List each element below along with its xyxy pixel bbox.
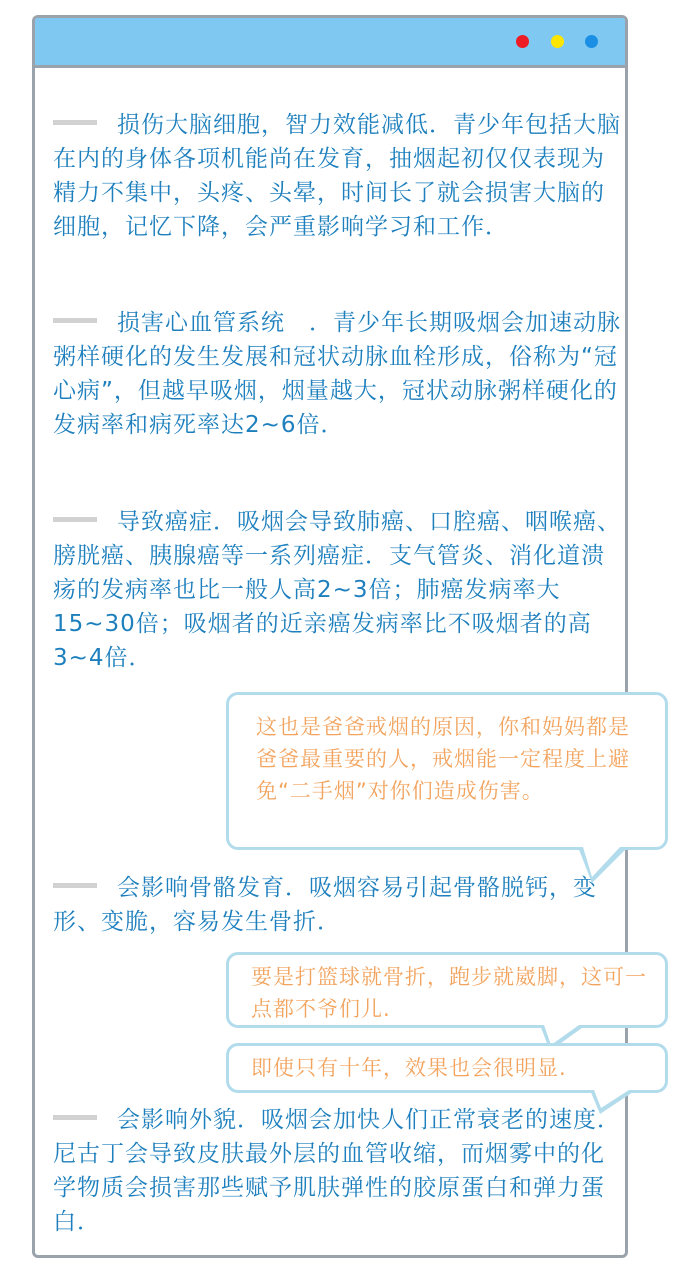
speech-bubble-tail-inner [544, 1025, 579, 1045]
paragraph-appearance: 会影响外貌．吸烟会加快人们正常衰老的速度．尼古丁会导致皮肤最外层的血管收缩，而烟雾中的化学物质会损害那些赋予肌肤弹性的胶原蛋白和弹力蛋白． [53, 1107, 621, 1235]
paragraph-cardio: 损害心血管系统 ．青少年长期吸烟会加速动脉粥样硬化的发生发展和冠状动脉血栓形成，俗称为“冠心病”，但越早吸烟，烟量越大，冠状动脉粥样硬化的发病率和病死率达2~6倍． [53, 310, 621, 438]
maximize-window-icon[interactable] [585, 35, 598, 48]
speech-bubble-tail-inner [594, 1090, 629, 1108]
bullet-dash [53, 120, 97, 125]
minimize-window-icon[interactable] [551, 35, 564, 48]
speech-bubble-bone: 要是打篮球就骨折，跑步就崴脚，这可一点都不爷们儿. [226, 952, 668, 1028]
close-window-icon[interactable] [516, 35, 529, 48]
window-titlebar [35, 18, 625, 68]
paragraph-bone: 会影响骨骼发育．吸烟容易引起骨骼脱钙，变形、变脆，容易发生骨折． [53, 875, 597, 935]
bullet-dash [53, 1115, 97, 1120]
bullet-dash [53, 318, 97, 323]
paragraph-brain: 损伤大脑细胞，智力效能减低．青少年包括大脑在内的身体各项机能尚在发育，抽烟起初仅仅表现为精力不集中，头疼、头晕，时间长了就会损害大脑的细胞，记忆下降，会严重影响学习和工作． [53, 112, 621, 240]
speech-bubble-tail-inner [583, 847, 620, 877]
speech-bubble-quit-smoking: 这也是爸爸戒烟的原因，你和妈妈都是爸爸最重要的人，戒烟能一定程度上避免“二手烟”对你们造成伤害。 [226, 692, 668, 850]
speech-bubble-ten-years: 即使只有十年，效果也会很明显. [226, 1043, 668, 1093]
paragraph-cancer: 导致癌症．吸烟会导致肺癌、口腔癌、咽喉癌、膀胱癌、胰腺癌等一系列癌症．支气管炎、消化道溃疡的发病率也比一般人高2~3倍；肺癌发病率大15~30倍；吸烟者的近亲癌发病率比不吸烟者的高3~4倍． [53, 509, 621, 671]
bullet-dash [53, 517, 97, 522]
bullet-dash [53, 883, 97, 888]
